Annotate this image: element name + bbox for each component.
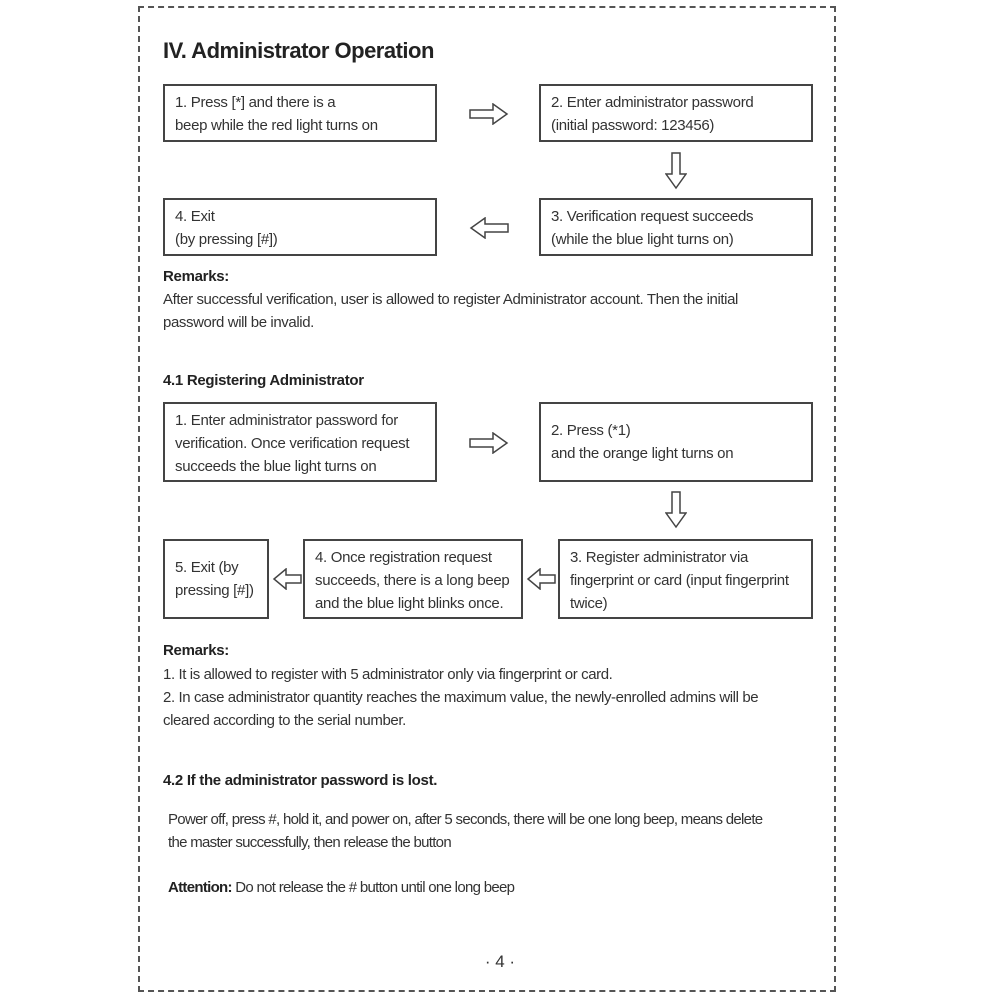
page-title: IV. Administrator Operation: [163, 38, 434, 63]
step-text: pressing [#]): [175, 582, 254, 599]
step-text: 3. Verification request succeeds: [551, 208, 754, 225]
remarks-text: [163, 288, 738, 334]
arrow-left-icon: [526, 568, 556, 590]
instruction-line: the master successfully, then release the button: [168, 834, 451, 851]
remarks-heading: Remarks:: [163, 268, 229, 285]
page-number: · 4 ·: [484, 952, 516, 971]
step-text: succeeds the blue light turns on: [175, 458, 377, 475]
arrow-down-icon: [665, 491, 687, 529]
step-text: beep while the red light turns on: [175, 117, 378, 134]
step-text: (initial password: 123456): [551, 117, 715, 134]
flow1-step-1: [163, 84, 437, 142]
remarks-line: password will be invalid.: [163, 314, 314, 331]
reg-step-1: [163, 402, 437, 482]
arrow-right-icon: [469, 432, 509, 454]
step-text: verification. Once verification request: [175, 435, 410, 452]
step-text: and the blue light blinks once.: [315, 595, 504, 612]
step-text: 4. Exit: [175, 208, 215, 225]
flow1-step-2: [539, 84, 813, 142]
remarks-heading: Remarks:: [163, 642, 229, 659]
step-text: (while the blue light turns on): [551, 231, 734, 248]
remarks-line: 1. It is allowed to register with 5 administrator only via fingerprint or card.: [163, 666, 613, 683]
arrow-left-icon: [469, 217, 509, 239]
section-heading-4-1: 4.1 Registering Administrator: [163, 372, 364, 389]
reg-step-2: [539, 402, 813, 482]
step-text: twice): [570, 595, 608, 612]
lost-password-text: [168, 808, 762, 854]
arrow-left-icon: [272, 568, 302, 590]
remarks-text: [163, 663, 758, 732]
step-text: 1. Press [*] and there is a: [175, 94, 336, 111]
step-text: 4. Once registration request: [315, 549, 492, 566]
remarks-line: After successful verification, user is allowed to register Administrator account. Then the initial: [163, 291, 738, 308]
step-text: fingerprint or card (input fingerprint: [570, 572, 789, 589]
step-text: 3. Register administrator via: [570, 549, 749, 566]
flow1-step-4: [163, 198, 437, 256]
flow1-step-3: [539, 198, 813, 256]
step-text: succeeds, there is a long beep: [315, 572, 510, 589]
reg-step-4: [303, 539, 523, 619]
step-text: and the orange light turns on: [551, 445, 734, 462]
step-text: 1. Enter administrator password for: [175, 412, 398, 429]
arrow-right-icon: [469, 103, 509, 125]
arrow-down-icon: [665, 152, 687, 190]
remarks-line: 2. In case administrator quantity reaches the maximum value, the newly-enrolled admins will be: [163, 689, 759, 706]
remarks-line: cleared according to the serial number.: [163, 712, 406, 729]
section-heading-4-2: 4.2 If the administrator password is lost.: [163, 772, 438, 789]
attention-note: [168, 876, 514, 899]
step-text: (by pressing [#]): [175, 231, 278, 248]
step-text: 5. Exit (by: [175, 559, 239, 576]
attention-label: Attention:: [168, 879, 232, 896]
instruction-line: Power off, press #, hold it, and power on, after 5 seconds, there will be one long beep, means delete: [168, 811, 763, 828]
attention-text: Do not release the # button until one long beep: [231, 879, 515, 896]
step-text: 2. Press (*1): [551, 422, 631, 439]
reg-step-5: [163, 539, 269, 619]
step-text: 2. Enter administrator password: [551, 94, 754, 111]
reg-step-3: [558, 539, 813, 619]
